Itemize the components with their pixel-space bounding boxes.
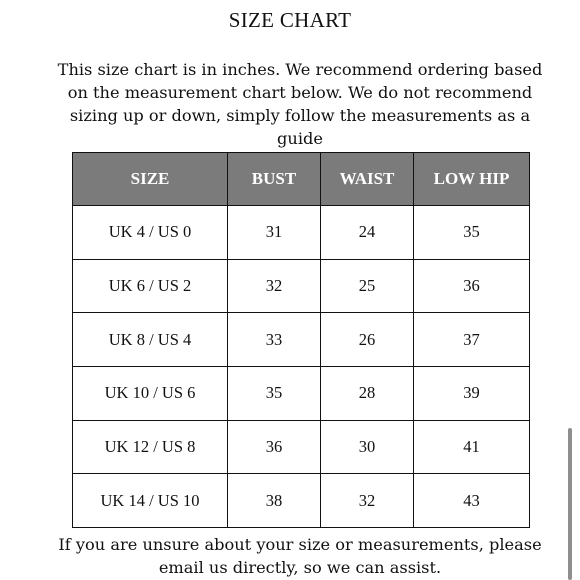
size-chart-table — [72, 152, 530, 528]
table-row — [73, 313, 530, 367]
cell-bust: 36 — [228, 420, 321, 474]
page-title: SIZE CHART — [228, 8, 352, 32]
cell-size: UK 8 / US 4 — [73, 313, 228, 367]
header-low-hip: LOW HIP — [414, 153, 530, 206]
cell-bust: 38 — [228, 474, 321, 528]
table-row — [73, 474, 530, 528]
cell-bust: 35 — [228, 366, 321, 420]
cell-low-hip: 39 — [414, 366, 530, 420]
header-waist: WAIST — [321, 153, 414, 206]
table-row — [73, 366, 530, 420]
cell-waist: 25 — [321, 259, 414, 313]
cell-size: UK 4 / US 0 — [73, 206, 228, 260]
cell-low-hip: 35 — [414, 206, 530, 260]
header-size: SIZE — [73, 153, 228, 206]
cell-size: UK 10 / US 6 — [73, 366, 228, 420]
footer-note: If you are unsure about your size or measurements, please email us directly, so we can assist. — [58, 535, 542, 577]
table-row — [73, 259, 530, 313]
cell-size: UK 14 / US 10 — [73, 474, 228, 528]
cell-size: UK 6 / US 2 — [73, 259, 228, 313]
cell-waist: 30 — [321, 420, 414, 474]
table-header-row — [73, 153, 530, 206]
cell-low-hip: 41 — [414, 420, 530, 474]
cell-bust: 33 — [228, 313, 321, 367]
scrollbar-thumb[interactable] — [568, 428, 572, 580]
cell-waist: 26 — [321, 313, 414, 367]
cell-low-hip: 36 — [414, 259, 530, 313]
cell-low-hip: 37 — [414, 313, 530, 367]
cell-waist: 24 — [321, 206, 414, 260]
cell-waist: 28 — [321, 366, 414, 420]
cell-size: UK 12 / US 8 — [73, 420, 228, 474]
cell-waist: 32 — [321, 474, 414, 528]
cell-bust: 31 — [228, 206, 321, 260]
table-row — [73, 206, 530, 260]
header-bust: BUST — [228, 153, 321, 206]
cell-bust: 32 — [228, 259, 321, 313]
cell-low-hip: 43 — [414, 474, 530, 528]
table-row — [73, 420, 530, 474]
intro-text: This size chart is in inches. We recommend ordering based on the measurement chart below. We do not recommend sizing up or down, simply follow the measurements as a guide — [57, 60, 543, 148]
